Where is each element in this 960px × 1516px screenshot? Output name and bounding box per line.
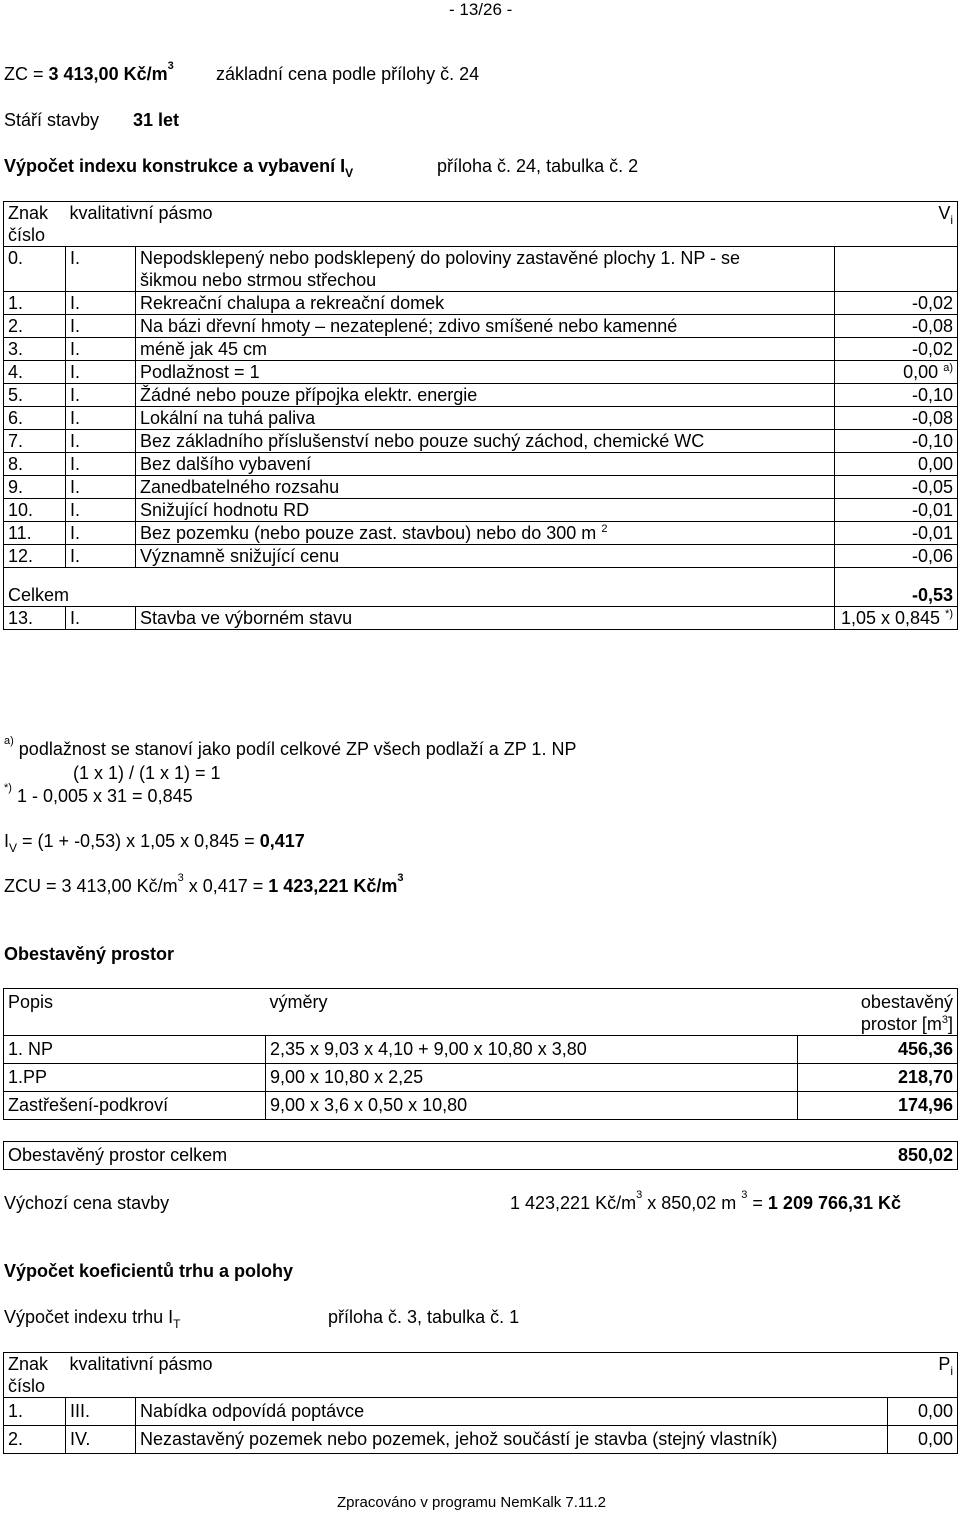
row-num: 3. <box>4 338 66 361</box>
table-row <box>4 453 958 476</box>
row-class: I. <box>66 315 136 338</box>
row-desc: Na bázi dřevní hmoty – nezateplené; zdivo smíšené nebo kamenné <box>136 315 835 338</box>
row-value: -0,08 <box>835 315 958 338</box>
index-title <box>4 156 354 180</box>
head-ob-2-text: prostor [m <box>860 1014 942 1034</box>
note-a-mark: a) <box>4 735 14 747</box>
table-row <box>4 607 958 630</box>
iv-result: 0,417 <box>259 831 305 851</box>
koef-index-ref: příloha č. 3, tabulka č. 1 <box>328 1307 520 1327</box>
m-head-znak-1: Znak <box>8 1354 49 1374</box>
m-head-pasmo: kvalitativní pásmo <box>66 1353 888 1398</box>
total-label: Celkem <box>4 568 835 607</box>
row-value: -0,05 <box>835 476 958 499</box>
row-value: -0,02 <box>835 292 958 315</box>
row-class: I. <box>66 292 136 315</box>
row-desc: Zanedbatelného rozsahu <box>136 476 835 499</box>
row-class: I. <box>66 476 136 499</box>
row-class: I. <box>66 384 136 407</box>
table-row <box>4 545 958 568</box>
vychozi-formula <box>510 1189 902 1214</box>
row-desc: Bez základního příslušenství nebo pouze suchý záchod, chemické WC <box>136 430 835 453</box>
m-head-znak-2: číslo <box>8 1376 46 1396</box>
table-row <box>4 1398 958 1426</box>
row-desc-2: šikmou nebo strmou střechou <box>140 270 377 290</box>
row-value: -0,06 <box>835 545 958 568</box>
volume-total-value: 850,02 <box>749 1142 957 1170</box>
head-znak-2: číslo <box>8 225 46 245</box>
row-class: I. <box>66 338 136 361</box>
row-num: 0. <box>4 247 66 292</box>
head-znak-1: Znak <box>8 203 49 223</box>
row-value-sup: a) <box>943 362 953 374</box>
table-row <box>4 1092 958 1120</box>
vol-vymery: 9,00 x 10,80 x 2,25 <box>266 1064 798 1092</box>
row-desc: Stavba ve výborném stavu <box>136 607 835 630</box>
table-row <box>4 476 958 499</box>
table-row <box>4 384 958 407</box>
note-star-text: 1 - 0,005 x 31 = 0,845 <box>16 786 193 806</box>
m-row-class: III. <box>66 1398 136 1426</box>
zc-label: ZC = <box>4 64 49 84</box>
head-pasmo: kvalitativní pásmo <box>66 202 835 247</box>
vychozi-f3: = <box>747 1193 768 1213</box>
row-desc: Rekreační chalupa a rekreační domek <box>136 292 835 315</box>
m-row-value: 0,00 <box>888 1398 958 1426</box>
row-class: I. <box>66 522 136 545</box>
vychozi-e1: 3 <box>636 1189 643 1201</box>
m-row-desc: Nabídka odpovídá poptávce <box>136 1398 888 1426</box>
row-desc-text: Bez pozemku (nebo pouze zast. stavbou) nebo do 300 m <box>140 523 597 543</box>
table-row <box>4 407 958 430</box>
head-ob-2 <box>802 1013 954 1035</box>
zcu-text: ZCU = 3 413,00 Kč/m <box>4 876 178 896</box>
row-class: I. <box>66 453 136 476</box>
vol-vymery: 9,00 x 3,6 x 0,50 x 10,80 <box>266 1092 798 1120</box>
zcu-exp1: 3 <box>177 872 184 884</box>
row-num: 8. <box>4 453 66 476</box>
table-row <box>4 1064 958 1092</box>
row-num: 13. <box>4 607 66 630</box>
koef-index-label: Výpočet indexu trhu I <box>4 1307 174 1327</box>
note-star-mark: *) <box>4 782 12 794</box>
row-class: I. <box>66 430 136 453</box>
row-value-sup: *) <box>945 608 953 620</box>
m-row-desc: Nezastavěný pozemek nebo pozemek, jehož součástí je stavba (stejný vlastník) <box>136 1426 888 1454</box>
vychozi-label: Výchozí cena stavby <box>4 1193 170 1213</box>
row-num: 4. <box>4 361 66 384</box>
zcu-formula <box>4 872 404 897</box>
m-head-p-sub: i <box>950 1364 953 1378</box>
volume-total <box>3 1141 958 1170</box>
row-value-text: 0,00 <box>903 362 939 382</box>
row-class: I. <box>66 407 136 430</box>
row-desc <box>136 522 835 545</box>
total-row <box>4 568 958 607</box>
head-znak <box>4 202 66 247</box>
row-value: -0,10 <box>835 430 958 453</box>
head-ob-1: obestavěný <box>860 992 953 1012</box>
m-row-num: 2. <box>4 1426 66 1454</box>
total-value: -0,53 <box>835 568 958 607</box>
vychozi-result: 1 209 766,31 Kč <box>767 1193 902 1213</box>
m-row-class: IV. <box>66 1426 136 1454</box>
row-class: I. <box>66 607 136 630</box>
head-obestaveny <box>798 989 958 1036</box>
index-table-header <box>4 202 958 247</box>
note-a <box>4 735 577 760</box>
row-class: I. <box>66 499 136 522</box>
zc-exp: 3 <box>167 60 174 72</box>
row-value <box>835 607 958 630</box>
vol-popis: 1.PP <box>4 1064 266 1092</box>
row-desc: Žádné nebo pouze přípojka elektr. energie <box>136 384 835 407</box>
table-row <box>4 522 958 545</box>
footer: Zpracováno v programu NemKalk 7.11.2 <box>337 1494 607 1511</box>
head-ob-exp: 3 <box>941 1014 948 1026</box>
row-value: -0,01 <box>835 499 958 522</box>
m-row-value: 0,00 <box>888 1426 958 1454</box>
row-value-text: 1,05 x 0,845 <box>840 608 941 628</box>
row-num: 6. <box>4 407 66 430</box>
volume-total-row <box>4 1142 958 1170</box>
volume-table-header <box>4 989 958 1036</box>
row-value: 0,00 <box>835 453 958 476</box>
zcu-exp2: 3 <box>397 872 404 884</box>
row-desc: méně jak 45 cm <box>136 338 835 361</box>
table-row <box>4 292 958 315</box>
head-v-sub: i <box>950 213 953 227</box>
page-number: - 13/26 - <box>449 0 513 19</box>
market-table-header <box>4 1353 958 1398</box>
row-desc-sup: 2 <box>601 523 608 535</box>
zcu-result: 1 423,221 Kč/m <box>268 876 398 896</box>
iv-label: I <box>4 831 10 851</box>
market-table <box>3 1352 958 1454</box>
vol-value: 218,70 <box>798 1064 958 1092</box>
index-ref: příloha č. 24, tabulka č. 2 <box>437 156 639 176</box>
row-value: -0,08 <box>835 407 958 430</box>
row-num: 9. <box>4 476 66 499</box>
iv-expr: = (1 + -0,53) x 1,05 x 0,845 = <box>17 831 260 851</box>
table-row <box>4 338 958 361</box>
index-table <box>3 201 958 630</box>
vychozi-e2: 3 <box>741 1189 748 1201</box>
m-head-p-text: P <box>938 1354 951 1374</box>
head-v <box>835 202 958 247</box>
row-desc: Významně snižující cenu <box>136 545 835 568</box>
row-class: I. <box>66 247 136 292</box>
table-row <box>4 247 958 292</box>
table-row <box>4 499 958 522</box>
row-desc: Lokální na tuhá paliva <box>136 407 835 430</box>
row-num: 5. <box>4 384 66 407</box>
index-title-text: Výpočet indexu konstrukce a vybavení I <box>4 156 346 176</box>
volume-table <box>3 988 958 1120</box>
head-ob-end: ] <box>947 1014 953 1034</box>
row-class: I. <box>66 361 136 384</box>
m-row-num: 1. <box>4 1398 66 1426</box>
iv-sub: V <box>9 841 18 855</box>
m-head-znak <box>4 1353 66 1398</box>
row-value <box>835 247 958 292</box>
head-vymery: výměry <box>266 989 798 1036</box>
table-row <box>4 1036 958 1064</box>
row-value: -0,10 <box>835 384 958 407</box>
note-a-formula: (1 x 1) / (1 x 1) = 1 <box>73 763 221 783</box>
row-class: I. <box>66 545 136 568</box>
row-value <box>835 361 958 384</box>
note-a-text: podlažnost se stanoví jako podíl celkové ZP všech podlaží a ZP 1. NP <box>18 739 577 759</box>
row-value: -0,02 <box>835 338 958 361</box>
koef-index-sub: T <box>173 1317 181 1331</box>
iv-formula <box>4 831 305 855</box>
row-desc: Bez dalšího vybavení <box>136 453 835 476</box>
vychozi-f2: x 850,02 m <box>642 1193 742 1213</box>
head-popis: Popis <box>4 989 266 1036</box>
zc-line <box>4 60 174 85</box>
volume-total-label: Obestavěný prostor celkem <box>4 1142 750 1170</box>
vychozi-f1: 1 423,221 Kč/m <box>510 1193 637 1213</box>
table-row <box>4 430 958 453</box>
vol-vymery: 2,35 x 9,03 x 4,10 + 9,00 x 10,80 x 3,80 <box>266 1036 798 1064</box>
row-num: 7. <box>4 430 66 453</box>
age-label: Stáří stavby <box>4 110 100 130</box>
age-value: 31 let <box>133 110 180 130</box>
row-value: -0,01 <box>835 522 958 545</box>
vol-popis: 1. NP <box>4 1036 266 1064</box>
note-star <box>4 782 193 807</box>
koef-index <box>4 1307 181 1331</box>
m-head-p <box>888 1353 958 1398</box>
row-num: 1. <box>4 292 66 315</box>
row-num: 10. <box>4 499 66 522</box>
row-desc-1: Nepodsklepený nebo podsklepený do poloviny zastavěné plochy 1. NP - se <box>140 248 741 268</box>
row-desc: Podlažnost = 1 <box>136 361 835 384</box>
vol-value: 174,96 <box>798 1092 958 1120</box>
zc-note: základní cena podle přílohy č. 24 <box>216 64 480 84</box>
row-desc <box>136 247 835 292</box>
vol-popis: Zastřešení-podkroví <box>4 1092 266 1120</box>
vol-value: 456,36 <box>798 1036 958 1064</box>
table-row <box>4 361 958 384</box>
obestaveny-title: Obestavěný prostor <box>4 944 175 964</box>
row-num: 2. <box>4 315 66 338</box>
row-desc: Snižující hodnotu RD <box>136 499 835 522</box>
row-num: 11. <box>4 522 66 545</box>
zc-value: 3 413,00 Kč/m <box>48 64 168 84</box>
koef-title: Výpočet koeficientů trhu a polohy <box>4 1261 294 1281</box>
head-v-text: V <box>938 203 951 223</box>
zcu-mid: x 0,417 = <box>183 876 269 896</box>
index-title-sub: V <box>345 166 354 180</box>
table-row <box>4 1426 958 1454</box>
table-row <box>4 315 958 338</box>
row-num: 12. <box>4 545 66 568</box>
